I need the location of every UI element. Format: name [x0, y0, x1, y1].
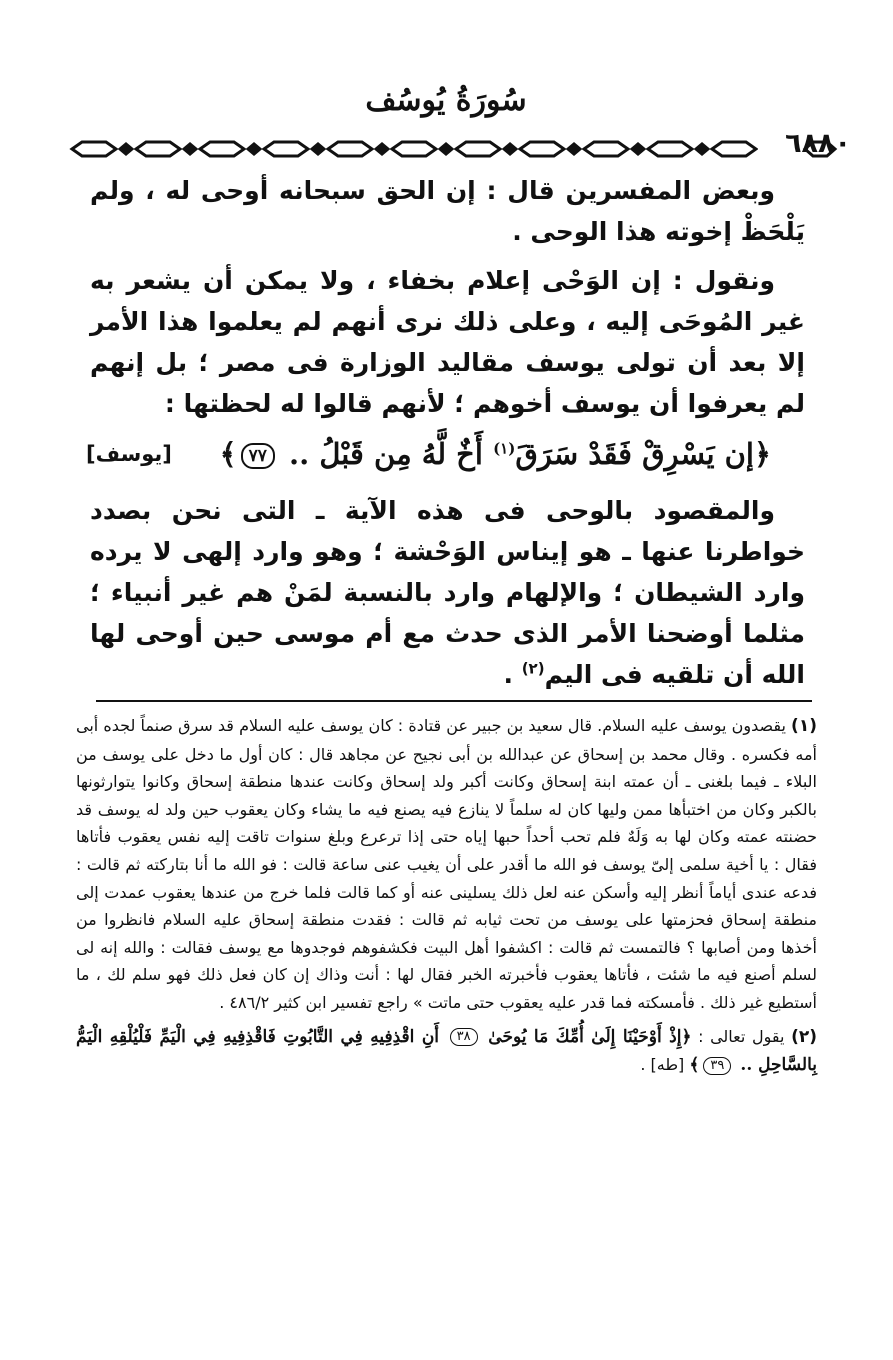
- verse-text: [220, 430, 771, 478]
- verse-part-2: أَخٌ لَّهُ مِن قَبْلُ ..: [289, 437, 494, 471]
- verse-footnote-ref: (١): [493, 439, 516, 458]
- verse-open-bracket: ﴿: [754, 437, 771, 471]
- verse-close-bracket: ﴾: [219, 437, 237, 471]
- paragraph-3-footnote-ref: (٢): [521, 659, 545, 678]
- verse-reference: [يوسف]: [86, 442, 172, 466]
- footnotes: [76, 712, 817, 1080]
- footnote-separator: [96, 700, 812, 702]
- chain-ornament-icon: [68, 138, 758, 160]
- footnote-2-ref: [طه] .: [640, 1055, 685, 1075]
- footnote-2-verse-number-a: ٣٨: [450, 1028, 478, 1046]
- ornamental-border: [68, 138, 838, 160]
- verse-number: ٧٧: [241, 443, 275, 469]
- surah-title: سُورَةُ يُوسُف: [365, 83, 527, 118]
- page-number: ٦٨٨٠: [785, 128, 851, 159]
- quran-verse: [86, 426, 805, 482]
- footnote-2-verse-number-b: ٣٩: [703, 1057, 731, 1075]
- footnote-2-verse-b: أَنِ اقْذِفِيهِ فِي التَّابُوتِ فَاقْذِفِيهِ فِي الْيَمِّ فَلْيُلْقِهِ الْيَمُّ بِالسَّاحِلِ ..: [76, 1026, 817, 1076]
- footnote-2-close: ﴾: [689, 1055, 700, 1076]
- paragraph-2: ونقول : إن الوَحْى إعلام بخفاء ، ولا يمكن أن يشعر به غير المُوحَى إليه ، وعلى ذلك نرى أنهم لم يعلموا هذا الأمر إلا بعد أن تولى يوسف مقاليد الوزارة فى مصر ؛ بل إنهم لم يعرفوا أن يوسف أخوهم ؛ لأنهم قالوا له لحظتها :: [90, 266, 805, 418]
- footnote-1: [76, 712, 817, 1017]
- paragraph-3-text: والمقصود بالوحى فى هذه الآية ـ التى نحن بصدد خواطرنا عنها ـ هو إيناس الوَحْشة ؛ وهو وارد إلهى لا يرده وارد الشيطان ؛ والإلهام وارد بالنسبة لمَنْ هم غير أنبياء ؛ مثلما أوضحنا الأمر الذى حدث مع أم موسى حين أوحى لها الله أن تلقيه فى اليم: [90, 496, 805, 689]
- verse-part-1: إن يَسْرِقْ فَقَدْ سَرَقَ: [515, 437, 754, 471]
- main-text: [86, 170, 805, 695]
- footnote-1-text: يقصدون يوسف عليه السلام. قال سعيد بن جبير عن قتادة : كان يوسف عليه السلام قد سرق صنماً لجده أبى أمه فكسره . وقال محمد بن إسحاق عن عبدالله بن أبى نجيح عن مجاهد قال : كان أول ما دخل على يوسف من البلاء ـ فيما بلغنى ـ أن عمته ابنة إسحاق وكانت أكبر ولد إسحاق وكانت عندها منطقة إسحاق وكانوا يتوارثونها بالكبر وكان من اختبأها ممن وليها كان له سلماً لا ينازع فيه يصنع فيه ما يشاء وكان يعقوب حين ولد له يوسف قد حضنته عمته وكان لها به وَلَهٌ فلم تحب أحداً حبها إياه حتى إذا ترعرع وبلغ سنوات تاقت إليه نفس يعقوب فأتاها فقال : يا أخية سلمى إلىّ يوسف فو الله ما أقدر على أن يغيب عنى ساعة قالت : فو الله ما أنا بتاركته ثم قالت : فدعه عندى أياماً أنظر إليه وأسكن عنه لعل ذلك يسلينى عنه أو كما قالت فلما خرج من عندها يعقوب عمدت إلى منطقة إسحاق فحزمتها على يوسف من تحت ثيابه ثم قالت : فقدت منطقة إسحاق عليه السلام فانظروا من أخذها ومن أصابها ؟ فالتمست ثم قالت : اكشفوا أهل البيت فكشفوهم فوجدوها مع يوسف فقالت : والله إنه لى لسلم أصنع فيه ما شئت ، فأتاها يعقوب فأخبرته الخبر فقال لها : أنت وذاك إن كان فعل ذلك فهو سلم لك ، ما أستطيع غير ذلك . فأمسكته فما قدر عليه يعقوب حتى ماتت » راجع تفسير ابن كثير ٤٨٦/٢ .: [76, 716, 817, 1012]
- paragraph-1: وبعض المفسرين قال : إن الحق سبحانه أوحى له ، ولم يَلْحَظْ إخوته هذا الوحى .: [90, 176, 805, 246]
- footnote-2-intro: يقول تعالى :: [691, 1026, 785, 1046]
- footnote-2-verse-a: ﴿إِذْ أَوْحَيْنَا إِلَىٰ أُمِّكَ مَا يُوحَىٰ: [488, 1026, 692, 1047]
- paragraph-3: [90, 490, 805, 695]
- footnote-2: [76, 1023, 817, 1080]
- footnote-2-marker: (٢): [791, 1026, 818, 1047]
- footnote-1-marker: (١): [791, 716, 817, 736]
- paragraph-3-end: .: [503, 660, 522, 689]
